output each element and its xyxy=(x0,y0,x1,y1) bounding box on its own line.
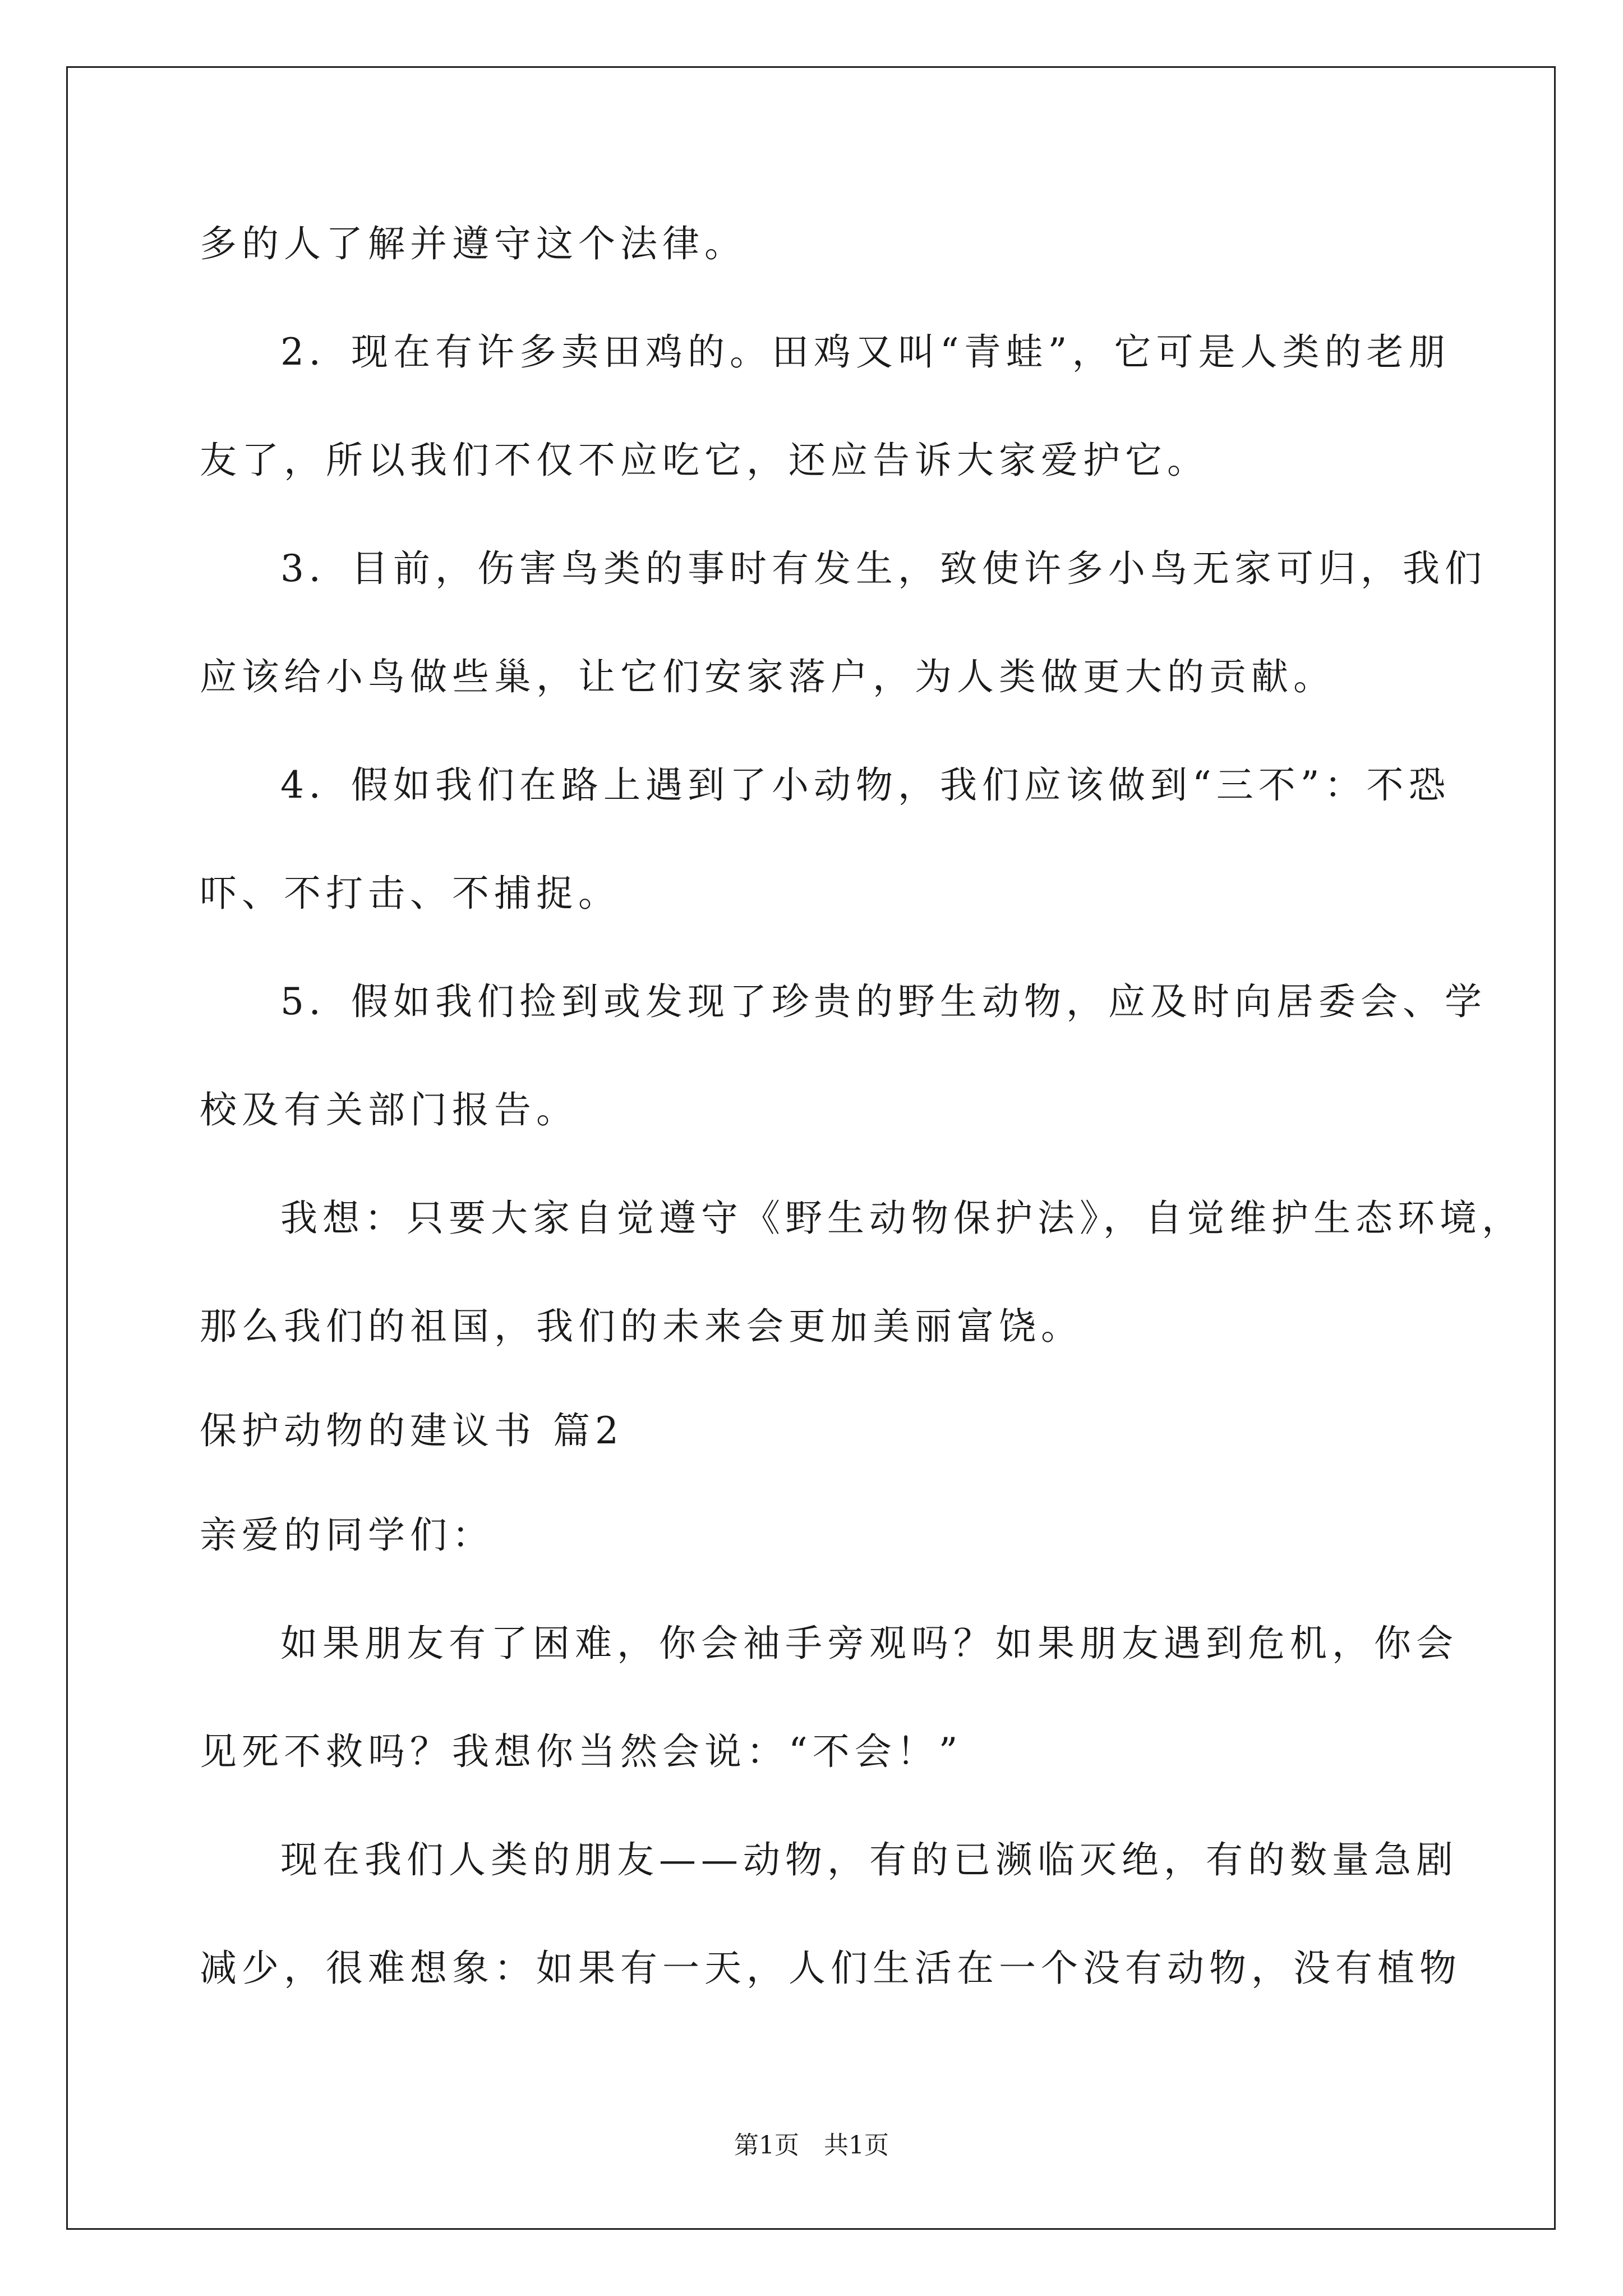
page-border xyxy=(66,66,1556,2230)
body-line: 4．假如我们在路上遇到了小动物，我们应该做到“三不”：不恐 xyxy=(280,763,1451,807)
body-line: 校及有关部门报告。 xyxy=(200,1088,578,1131)
section-heading: 保护动物的建议书 篇2 xyxy=(200,1409,624,1452)
salutation: 亲爱的同学们： xyxy=(200,1513,494,1557)
body-line: 我想：只要大家自觉遵守《野生动物保护法》，自觉维护生态环境， xyxy=(280,1197,1524,1240)
body-line: 现在我们人类的朋友——动物，有的已濒临灭绝，有的数量急剧 xyxy=(280,1838,1458,1881)
body-line: 多的人了解并遵守这个法律。 xyxy=(200,222,746,265)
body-line: 应该给小鸟做些巢，让它们安家落户，为人类做更大的贡献。 xyxy=(200,655,1335,698)
body-line: 见死不救吗？我想你当然会说：“不会！” xyxy=(200,1730,963,1773)
body-line: 友了，所以我们不仅不应吃它，还应告诉大家爱护它。 xyxy=(200,439,1209,482)
body-line: 如果朋友有了困难，你会袖手旁观吗？如果朋友遇到危机，你会 xyxy=(280,1622,1458,1665)
body-line: 2．现在有许多卖田鸡的。田鸡又叫“青蛙”，它可是人类的老朋 xyxy=(280,330,1451,374)
body-line: 那么我们的祖国，我们的未来会更加美丽富饶。 xyxy=(200,1305,1083,1348)
body-line: 吓、不打击、不捕捉。 xyxy=(200,872,620,915)
body-line: 减少，很难想象：如果有一天，人们生活在一个没有动物，没有植物 xyxy=(200,1947,1461,1990)
body-line: 3．目前，伤害鸟类的事时有发生，致使许多小鸟无家可归，我们 xyxy=(280,547,1487,590)
page-number: 第1页 共1页 xyxy=(734,2131,889,2160)
body-line: 5．假如我们捡到或发现了珍贵的野生动物，应及时向居委会、学 xyxy=(280,980,1487,1023)
